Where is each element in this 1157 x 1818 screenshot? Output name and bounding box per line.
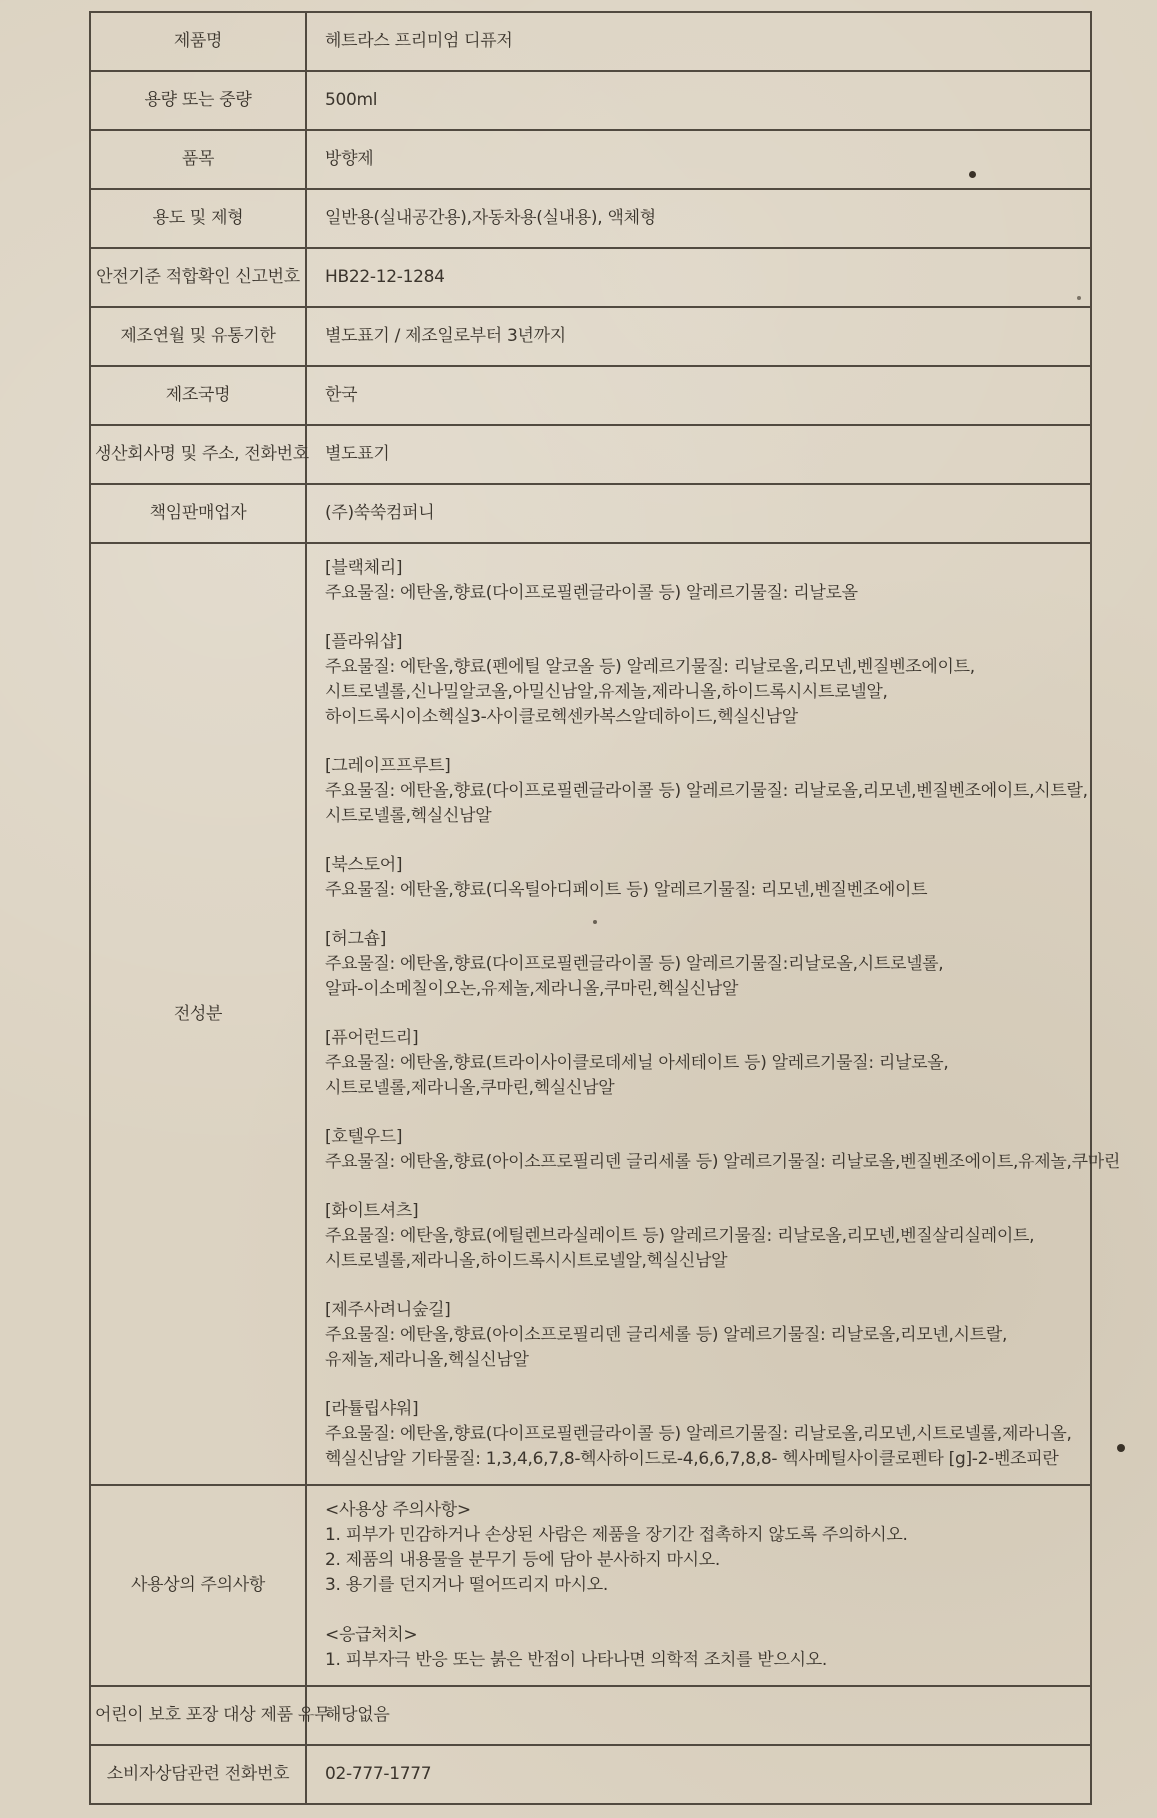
ingredient-block-line: 시트로넬롤,제라니올,쿠마린,헥실신남알 (325, 1078, 615, 1098)
ingredient-block-line: 주요물질: 에탄올,향료(아이소프로필리덴 글리세롤 등) 알레르기물질: 리날로올,벤질벤조에이트,유제놀,쿠마린 (325, 1152, 1120, 1172)
caution-row (90, 1485, 1091, 1686)
ingredients-value (306, 543, 1120, 1485)
row-label: 책임판매업자 (90, 484, 306, 543)
table-row (90, 71, 1091, 130)
row-value: (주)쑥쑥컴퍼니 (306, 484, 1091, 543)
row-label: 안전기준 적합확인 신고번호 (90, 248, 306, 307)
row-value: 일반용(실내공간용),자동차용(실내용), 액체형 (306, 189, 1091, 248)
caution-spacer (325, 1598, 1090, 1623)
ingredient-block-line: 주요물질: 에탄올,향료(트라이사이클로데세닐 아세테이트 등) 알레르기물질: 리날로올, (325, 1053, 949, 1073)
row-label: 제품명 (90, 12, 306, 71)
ingredient-block-title: [허그숍] (325, 929, 387, 949)
product-info-sheet (89, 11, 1120, 1805)
row-label: 용도 및 제형 (90, 189, 306, 248)
row-value: 별도표기 / 제조일로부터 3년까지 (306, 307, 1091, 366)
ingredient-block (325, 1125, 1120, 1175)
table-row (90, 366, 1091, 425)
row-value: 해당없음 (306, 1686, 1091, 1745)
row-label: 소비자상담관련 전화번호 (90, 1745, 306, 1804)
ingredient-block-line: 알파-이소메칠이오논,유제놀,제라니올,쿠마린,헥실신남알 (325, 979, 739, 999)
ingredient-block (325, 1199, 1090, 1274)
ingredient-block-title: [호텔우드] (325, 1127, 403, 1147)
paper-speck (1077, 296, 1081, 300)
ingredient-block (325, 556, 1090, 606)
ingredients-label: 전성분 (90, 543, 306, 1485)
table-row (90, 1686, 1091, 1745)
caution-emergency-line: 1. 피부자극 반응 또는 붉은 반점이 나타나면 의학적 조치를 받으시오. (325, 1650, 827, 1670)
ingredient-block-line: 하이드록시이소헥실3-사이클로헥센카복스알데하이드,헥실신남알 (325, 707, 798, 727)
ingredient-block (325, 1298, 1090, 1373)
ingredient-block-title: [플라워샵] (325, 632, 403, 652)
ingredient-block (325, 1026, 1090, 1101)
ingredient-block-title: [북스토어] (325, 855, 403, 875)
product-info-table (89, 11, 1120, 1805)
paper-speck (969, 171, 976, 178)
row-value: 한국 (306, 366, 1091, 425)
ingredient-block-line: 주요물질: 에탄올,향료(디옥틸아디페이트 등) 알레르기물질: 리모넨,벤질벤조에이트 (325, 880, 928, 900)
row-label: 품목 (90, 130, 306, 189)
row-value: HB22-12-1284 (306, 248, 1091, 307)
caution-value (306, 1485, 1091, 1686)
ingredient-block-line: 시트로넬롤,제라니올,하이드록시시트로넬알,헥실신남알 (325, 1251, 728, 1271)
row-label: 제조국명 (90, 366, 306, 425)
ingredient-block-title: [라튤립샤워] (325, 1399, 419, 1419)
row-value: 헤트라스 프리미엄 디퓨저 (306, 12, 1091, 71)
ingredient-block-title: [블랙체리] (325, 558, 403, 578)
paper-speck (593, 920, 597, 924)
ingredient-block-title: [제주사려니숲길] (325, 1300, 451, 1320)
ingredient-block (325, 630, 1090, 730)
table-row (90, 484, 1091, 543)
caution-usage-line: 2. 제품의 내용물을 분무기 등에 담아 분사하지 마시오. (325, 1550, 721, 1570)
ingredients-row (90, 543, 1091, 1485)
caution-emergency-title: <응급처치> (325, 1625, 418, 1645)
ingredient-block-line: 주요물질: 에탄올,향료(펜에틸 알코올 등) 알레르기물질: 리날로올,리모넨,벤질벤조에이트, (325, 657, 975, 677)
ingredient-block-line: 주요물질: 에탄올,향료(다이프로필렌글라이콜 등) 알레르기물질: 리날로올,리모넨,벤질벤조에이트,시트랄, (325, 781, 1088, 801)
table-row (90, 307, 1091, 366)
ingredient-block-line: 주요물질: 에탄올,향료(아이소프로필리덴 글리세롤 등) 알레르기물질: 리날로올,리모넨,시트랄, (325, 1325, 1008, 1345)
table-row (90, 12, 1091, 71)
table-row (90, 189, 1091, 248)
row-value: 02-777-1777 (306, 1745, 1091, 1804)
ingredient-block-title: [그레이프프루트] (325, 756, 451, 776)
ingredient-block-line: 주요물질: 에탄올,향료(다이프로필렌글라이콜 등) 알레르기물질:리날로올,시트로넬롤, (325, 954, 944, 974)
ingredient-block-line: 시트로넬롤,헥실신남알 (325, 806, 492, 826)
table-row (90, 1745, 1091, 1804)
table-row (90, 130, 1091, 189)
paper-speck (1117, 1444, 1125, 1452)
product-info-table-body (90, 12, 1120, 1804)
row-label: 제조연월 및 유통기한 (90, 307, 306, 366)
ingredient-block (325, 853, 1090, 903)
ingredient-block (325, 754, 1090, 829)
ingredient-block-line: 주요물질: 에탄올,향료(다이프로필렌글라이콜 등) 알레르기물질: 리날로올 (325, 583, 858, 603)
caution-usage-line: 3. 용기를 던지거나 떨어뜨리지 마시오. (325, 1575, 608, 1595)
ingredient-block-line: 유제놀,제라니올,헥실신남알 (325, 1350, 529, 1370)
caution-label: 사용상의 주의사항 (90, 1485, 306, 1686)
ingredient-block-title: [퓨어런드리] (325, 1028, 419, 1048)
ingredient-block (325, 927, 1090, 1002)
caution-usage-title: <사용상 주의사항> (325, 1500, 471, 1520)
row-label: 생산회사명 및 주소, 전화번호 (90, 425, 306, 484)
row-value: 500ml (306, 71, 1091, 130)
row-label: 용량 또는 중량 (90, 71, 306, 130)
ingredient-block (325, 1397, 1090, 1472)
caution-usage-line: 1. 피부가 민감하거나 손상된 사람은 제품을 장기간 접촉하지 않도록 주의하시오. (325, 1525, 908, 1545)
ingredient-block-title: [화이트셔츠] (325, 1201, 419, 1221)
table-row (90, 425, 1091, 484)
ingredient-block-line: 주요물질: 에탄올,향료(에틸렌브라실레이트 등) 알레르기물질: 리날로올,리모넨,벤질살리실레이트, (325, 1226, 1035, 1246)
row-label: 어린이 보호 포장 대상 제품 유무 (90, 1686, 306, 1745)
ingredient-block-line: 주요물질: 에탄올,향료(다이프로필렌글라이콜 등) 알레르기물질: 리날로올,리모넨,시트로넬롤,제라니올, (325, 1424, 1072, 1444)
row-value: 방향제 (306, 130, 1091, 189)
ingredient-block-line: 시트로넬롤,신나밀알코올,아밀신남알,유제놀,제라니올,하이드록시시트로넬알, (325, 682, 888, 702)
table-row (90, 248, 1091, 307)
ingredient-block-line: 헥실신남알 기타물질: 1,3,4,6,7,8-헥사하이드로-4,6,6,7,8,8- 헥사메틸사이클로펜타 [g]-2-벤조피란 (325, 1449, 1059, 1469)
row-value: 별도표기 (306, 425, 1091, 484)
